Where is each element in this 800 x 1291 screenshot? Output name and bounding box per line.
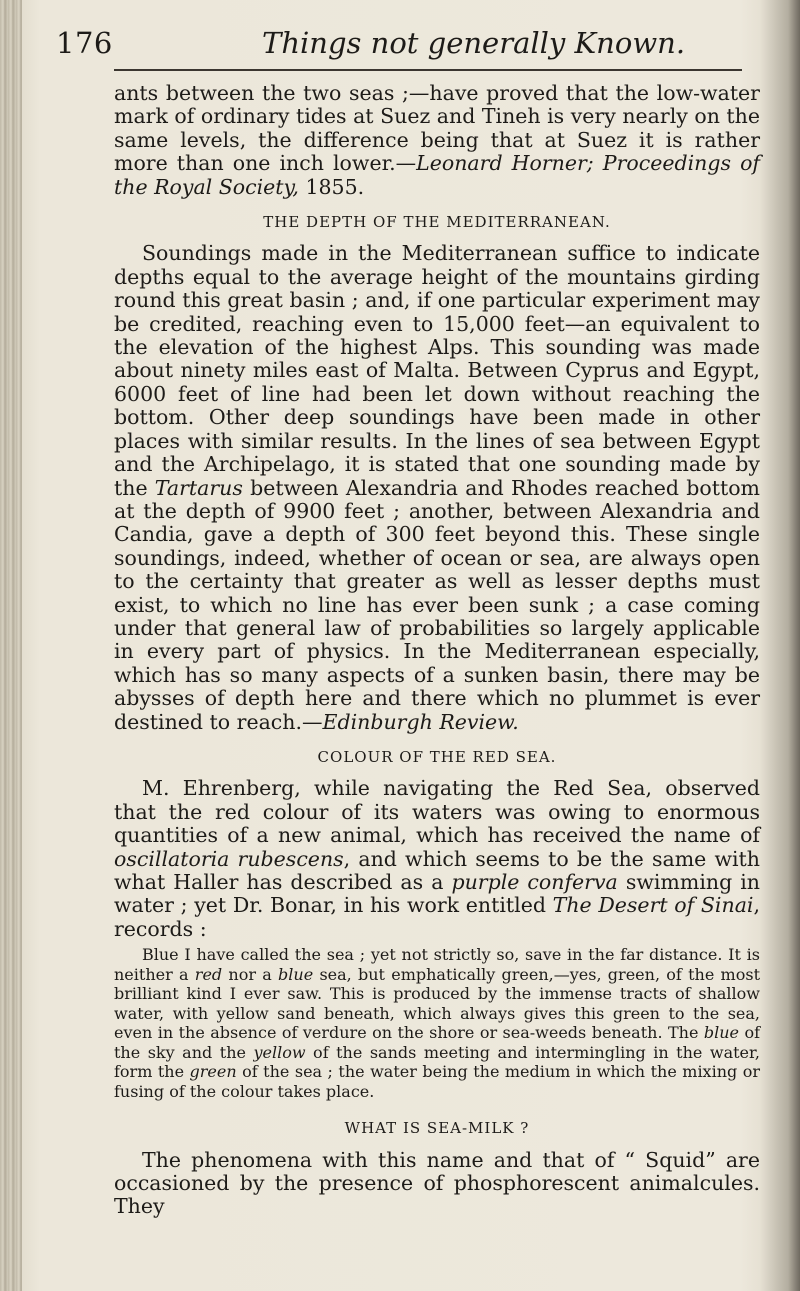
bonar-quote: Blue I have called the sea ; yet not strictly so, save in the far distance. It is neither a red nor a blue sea, but emphatically green,—yes, green, of the most brilliant kind I ever saw. This is produced by the immense tracts of shallow water, with yellow sand beneath, which always gives this green to the sea, even in the absence of verdure on the shore or sea-weeds beneath. The blue of the sky and the yellow of the sands meeting and intermingling in the water, form the green of the sea ; the water being the medium in which the mixing or fusing of the colour takes place. bbox=[114, 945, 761, 1101]
red-sea-paragraph: M. Ehrenberg, while navigating the Red Sea, observed that the red colour of its waters was owing to enormous quantities of a new animal, which has received the name of oscillatoria rubescens, and which seems to be the same with what Haller has described as a purple conferva swimming in water ; yet Dr. Bonar, in his work entitled The Desert of Sinai, records : bbox=[114, 776, 761, 941]
section-heading-sea-milk: WHAT IS SEA-MILK ? bbox=[344, 1119, 530, 1138]
continued-paragraph: ants between the two seas ;—have proved that the low-water mark of ordinary tides at Suez and Tineh is very nearly on the same levels, the difference being that at Suez it is rather more than one inch lower.—Leonard Horner; Proceedings of the Royal Society, 1855. bbox=[114, 81, 760, 199]
running-title: Things not generally Known. bbox=[262, 26, 686, 60]
page-body bbox=[114, 82, 760, 1219]
section-heading-mediterranean: THE DEPTH OF THE MEDITERRANEAN. bbox=[263, 213, 611, 232]
book-spine-edge bbox=[0, 0, 22, 1291]
header-rule bbox=[114, 69, 742, 71]
mediterranean-paragraph: Soundings made in the Mediterranean suffice to indicate depths equal to the average height of the mountains girding round this great basin ; and, if one particular experiment may be credited, reaching even to 15,000 feet—an equivalent to the elevation of the highest Alps. This sounding was made about ninety miles east of Malta. Between Cyprus and Egypt, 6000 feet of line had been let down without reaching the bottom. Other deep soundings have been made in other places with similar results. In the lines of sea between Egypt and the Archipelago, it is stated that one sounding made by the Tartarus between Alexandria and Rhodes reached bottom at the depth of 9900 feet ; another, between Alexandria and Candia, gave a depth of 300 feet beyond this. These single soundings, indeed, whether of ocean or sea, are always open to the certainty that greater as well as lesser depths must exist, to which no line has ever been sunk ; a case coming under that general law of probabilities so largely applicable in every part of physics. In the Mediterranean especially, which has so many aspects of a sunken basin, there may be abysses of depth here and there which no plummet is ever destined to reach.—Edinburgh Review. bbox=[114, 241, 760, 734]
page-number: 176 bbox=[56, 26, 113, 60]
citation: Leonard Horner; Proceedings of the Royal Society, bbox=[114, 151, 760, 199]
page-right-shadow bbox=[760, 0, 800, 1291]
section-heading-red-sea: COLOUR OF THE RED SEA. bbox=[317, 747, 557, 766]
page-header bbox=[56, 26, 756, 66]
sea-milk-paragraph: The phenomena with this name and that of “ Squid” are occasioned by the presence of phosphorescent animalcules. They bbox=[114, 1147, 760, 1219]
source-citation: Edinburgh Review. bbox=[322, 709, 519, 734]
